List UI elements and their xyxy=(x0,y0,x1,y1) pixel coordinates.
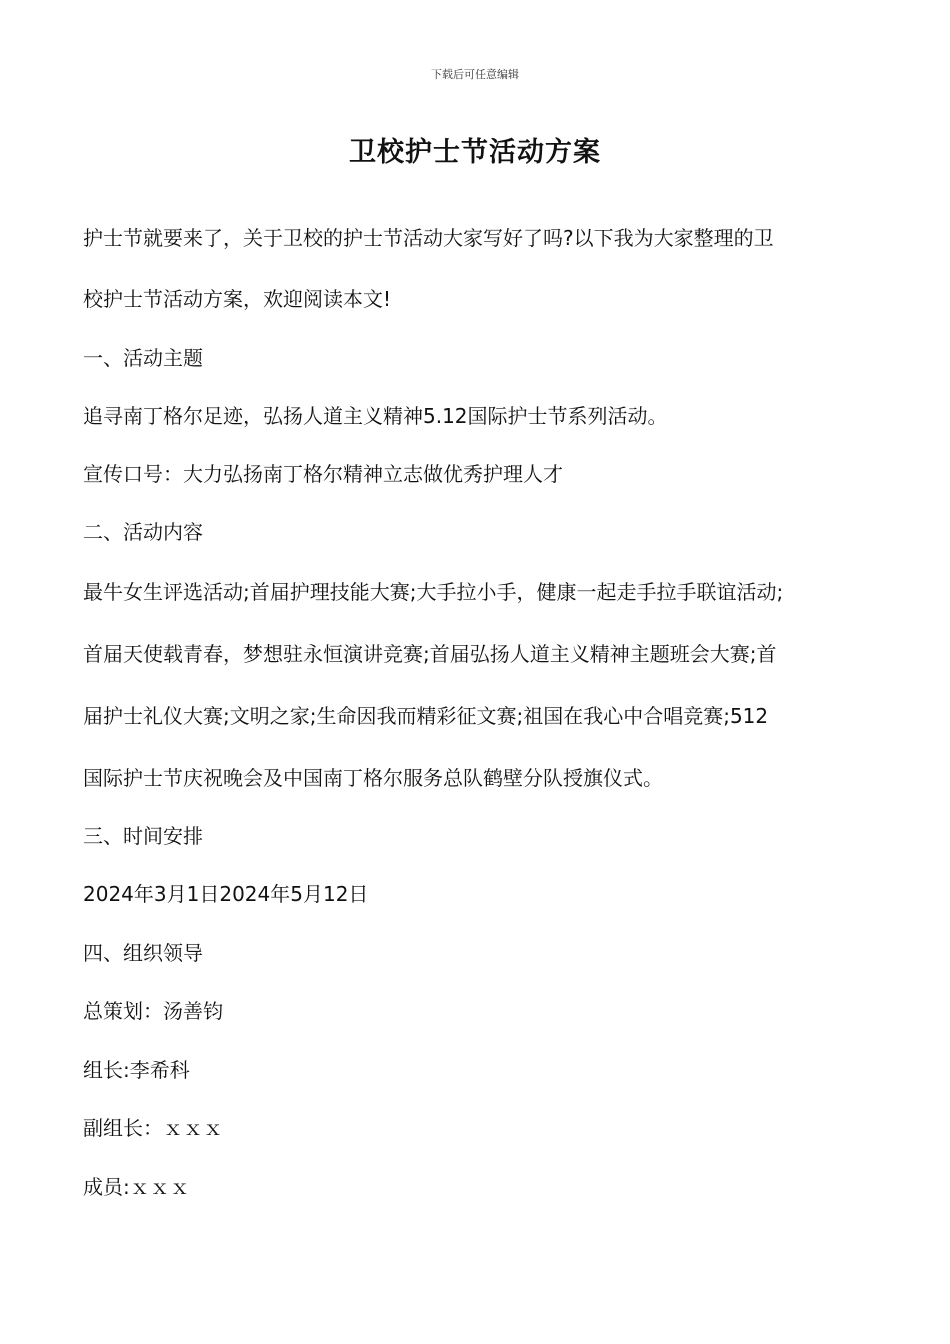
section-heading-schedule: 三、时间安排 xyxy=(83,824,203,848)
intro-line-2: 校护士节活动方案，欢迎阅读本文! xyxy=(83,287,392,311)
content-line-3: 届护士礼仪大赛;文明之家;生命因我而精彩征文赛;祖国在我心中合唱竞赛;512 xyxy=(83,704,769,728)
content-line-4: 国际护士节庆祝晚会及中国南丁格尔服务总队鹤壁分队授旗仪式。 xyxy=(83,766,663,790)
header-note: 下载后可任意编辑 xyxy=(431,68,519,81)
org-deputy-leader: 副组长：ｘｘｘ xyxy=(83,1116,223,1140)
intro-line-1: 护士节就要来了，关于卫校的护士节活动大家写好了吗?以下我为大家整理的卫 xyxy=(83,226,774,250)
org-members: 成员:ｘｘｘ xyxy=(83,1175,190,1199)
schedule-line: 2024年3月1日2024年5月12日 xyxy=(83,882,369,906)
theme-line-1: 追寻南丁格尔足迹，弘扬人道主义精神5.12国际护士节系列活动。 xyxy=(83,404,668,428)
slogan-line: 宣传口号：大力弘扬南丁格尔精神立志做优秀护理人才 xyxy=(83,462,563,486)
org-leader: 组长:李希科 xyxy=(83,1058,190,1082)
section-heading-theme: 一、活动主题 xyxy=(83,346,203,370)
section-heading-content: 二、活动内容 xyxy=(83,520,203,544)
document-title: 卫校护士节活动方案 xyxy=(349,137,601,168)
content-line-2: 首届天使载青春，梦想驻永恒演讲竞赛;首届弘扬人道主义精神主题班会大赛;首 xyxy=(83,642,777,666)
org-chief-planner: 总策划：汤善钧 xyxy=(83,999,223,1023)
section-heading-organization: 四、组织领导 xyxy=(83,941,203,965)
content-line-1: 最牛女生评选活动;首届护理技能大赛;大手拉小手，健康一起走手拉手联谊活动; xyxy=(83,580,784,604)
